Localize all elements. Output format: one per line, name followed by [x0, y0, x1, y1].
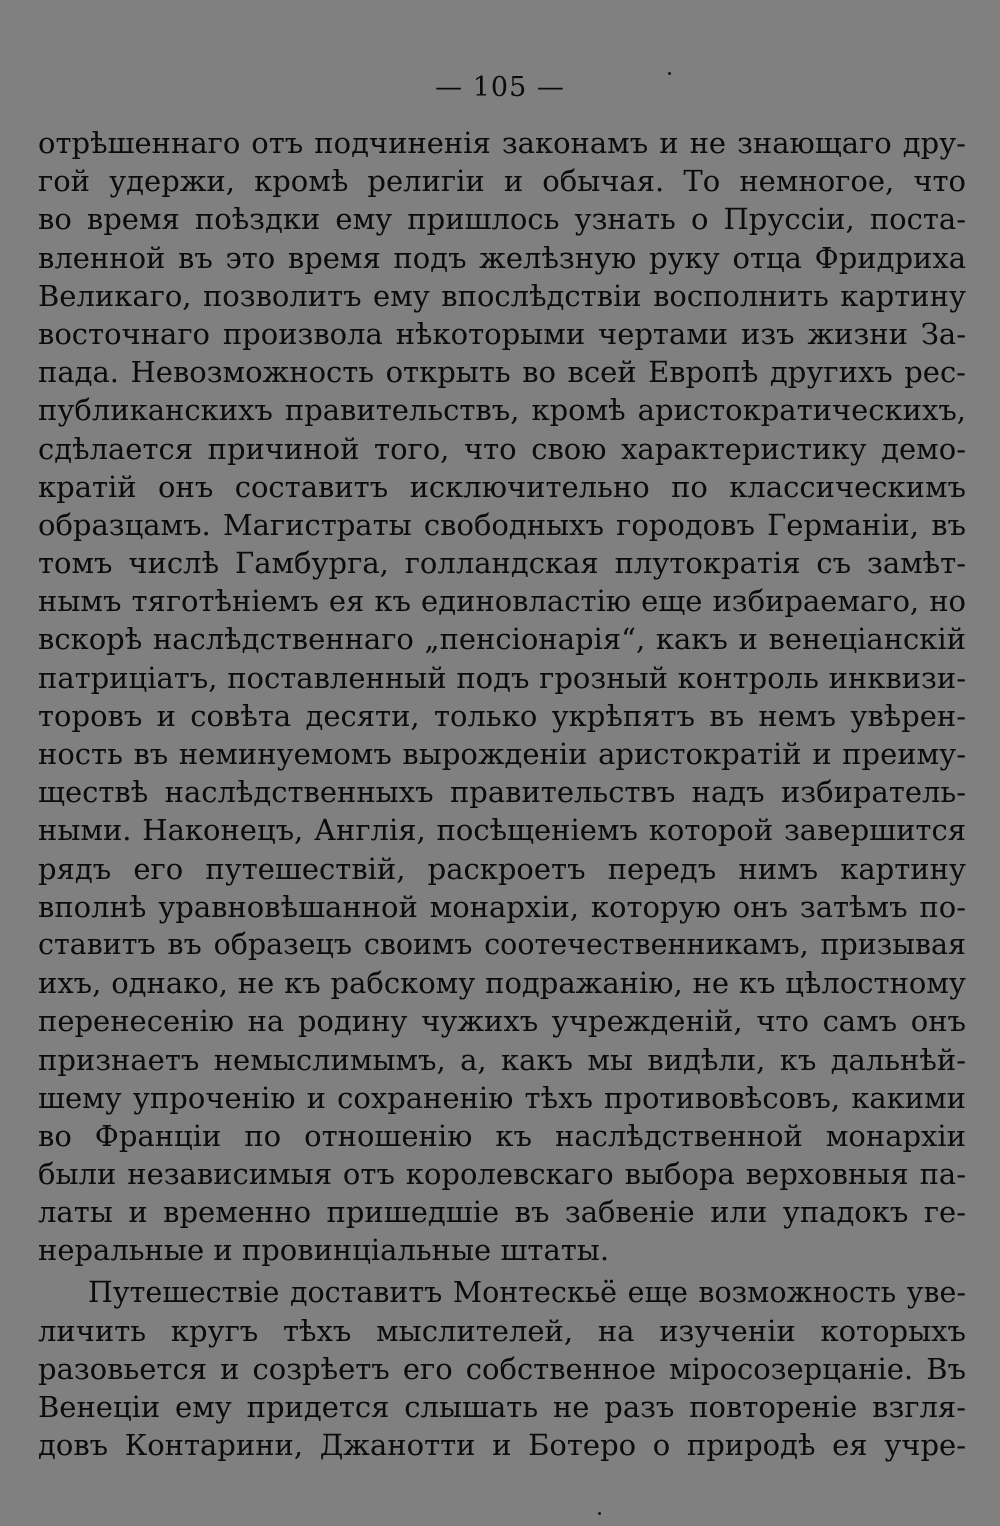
text-line: гой удержи, кромѣ религіи и обычая. То немногое, что	[38, 164, 966, 199]
text-line: отрѣшеннаго отъ подчиненія законамъ и не знающаго дру-	[38, 126, 966, 160]
text-line: нымъ тяготѣніемъ ея къ единовластію еще избираемаго, но	[38, 584, 966, 619]
text-line: вскорѣ наслѣдственнаго „пенсіонарія“, какъ и венеціанскій	[38, 622, 966, 657]
text-line: во время поѣздки ему пришлось узнать о Пруссіи, поста-	[38, 202, 966, 237]
text-line: признаетъ немыслимымъ, а, какъ мы видѣли, къ дальнѣй-	[38, 1042, 966, 1077]
body-text	[38, 124, 966, 1465]
text-line: неральные и провинціальные штаты.	[38, 1233, 610, 1268]
text-line: довъ Контарини, Джанотти и Ботеро о природѣ ея учре-	[38, 1428, 966, 1463]
text-line: ность въ неминуемомъ вырожденіи аристократій и преиму-	[38, 737, 966, 771]
text-line: томъ числѣ Гамбурга, голландская плутократія съ замѣт-	[38, 546, 966, 581]
text-line: латы и временно пришедшіе въ забвеніе или упадокъ ге-	[38, 1195, 966, 1230]
text-line: кратій онъ составитъ исключительно по классическимъ	[38, 469, 966, 504]
text-line: торовъ и совѣта десяти, только укрѣпятъ въ немъ увѣрен-	[38, 698, 966, 733]
text-line: были независимыя отъ королевскаго выбора верховныя па-	[38, 1157, 966, 1192]
text-line: рядъ его путешествій, раскроетъ передъ нимъ картину	[38, 851, 966, 886]
text-line: Венеціи ему придется слышать не разъ повтореніе взгля-	[38, 1390, 966, 1425]
text-line: во Франціи по отношенію къ наслѣдственной монархіи	[38, 1118, 966, 1153]
text-line: образцамъ. Магистраты свободныхъ городовъ Германіи, въ	[38, 507, 966, 542]
page-number: — 105 —	[435, 72, 565, 103]
text-line: сдѣлается причиной того, что свою характеристику демо-	[38, 431, 966, 466]
scan-speck	[668, 72, 671, 75]
text-line: перенесенію на родину чужихъ учрежденій, что самъ онъ	[38, 1004, 966, 1039]
paragraph	[38, 1274, 966, 1465]
text-line: вполнѣ уравновѣшанной монархіи, которую онъ затѣмъ по-	[38, 889, 966, 924]
text-line: пада. Невозможность открыть во всей Европѣ другихъ рес-	[38, 355, 966, 390]
text-line: патриціатъ, поставленный подъ грозный контроль инквизи-	[38, 660, 966, 695]
text-line: разовьется и созрѣетъ его собственное міросозерцаніе. Въ	[38, 1352, 966, 1386]
text-line: Путешествіе доставитъ Монтескьё еще возможность уве-	[88, 1275, 966, 1309]
text-line: публиканскихъ правительствъ, кромѣ аристократическихъ,	[38, 393, 966, 428]
paragraph	[38, 124, 966, 1270]
text-line: ихъ, однако, не къ рабскому подражанію, не къ цѣлостному	[38, 966, 966, 1001]
text-line: восточнаго произвола нѣкоторыми чертами изъ жизни За-	[38, 316, 966, 351]
text-line: ществѣ наслѣдственныхъ правительствъ надъ избиратель-	[38, 775, 966, 810]
text-line: вленной въ это время подъ желѣзную руку отца Фридриха	[38, 240, 966, 275]
scan-speck	[598, 1512, 601, 1515]
text-line: Великаго, позволитъ ему впослѣдствіи восполнить картину	[38, 278, 966, 313]
text-line: ставитъ въ образецъ своимъ соотечественникамъ, призывая	[38, 927, 966, 961]
text-line: личить кругъ тѣхъ мыслителей, на изученіи которыхъ	[38, 1313, 966, 1348]
text-line: ными. Наконецъ, Англія, посѣщеніемъ которой завершится	[38, 813, 966, 848]
text-line: шему упроченію и сохраненію тѣхъ противовѣсовъ, какими	[38, 1080, 966, 1115]
